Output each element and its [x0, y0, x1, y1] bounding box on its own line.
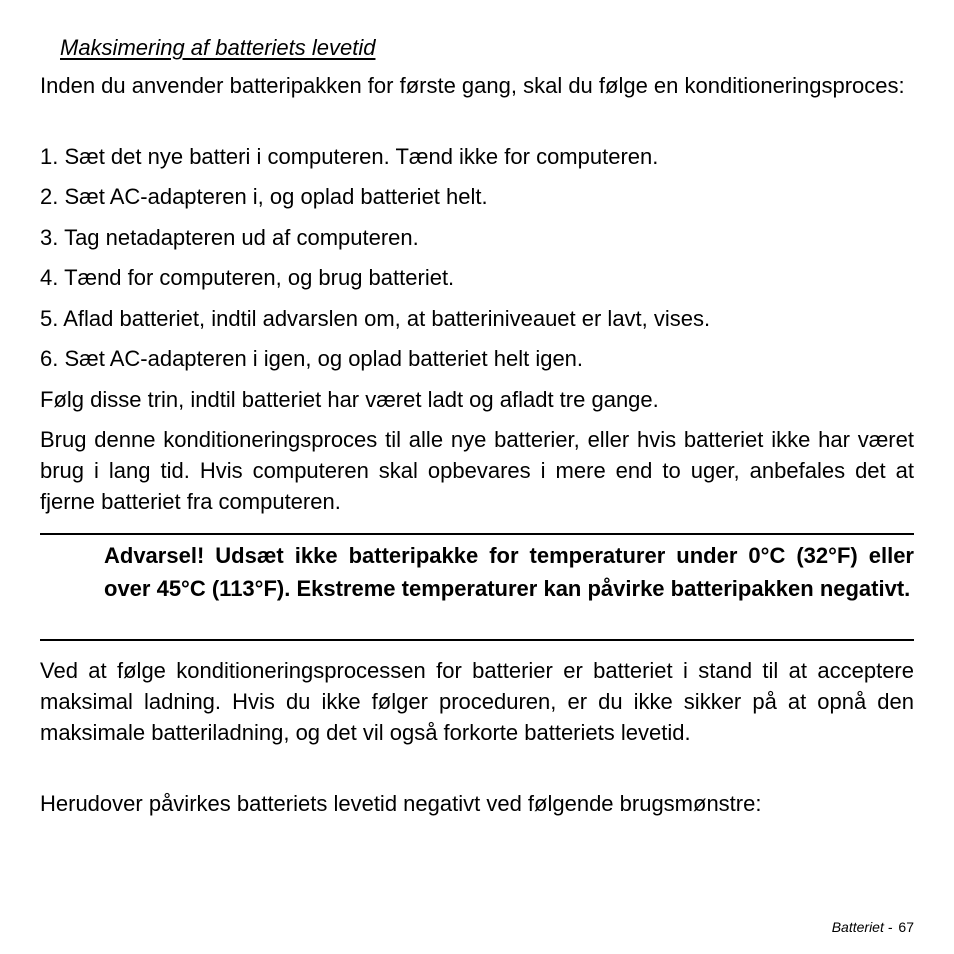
usage-note-paragraph: Brug denne konditioneringsproces til alle nye batterier, eller hvis batteriet ikke har været brug i lang tid. Hvis computeren skal opbevares i mere end to uger, anbefales det at fjerne batteriet fra computeren.: [40, 427, 914, 514]
warning-bottom-rule: [40, 639, 914, 641]
footer-section-label: Batteriet -: [831, 919, 893, 935]
warning-text: Advarsel! Udsæt ikke batteripakke for temperaturer under 0°C (32°F) eller over 45°C (113°F). Ekstreme temperaturer kan påvirke batteripakken negativt.: [104, 543, 914, 601]
list-item-step-4: 4. Tænd for computeren, og brug batteriet.: [40, 265, 455, 290]
repeat-note-paragraph: Følg disse trin, indtil batteriet har været ladt og afladt tre gange.: [40, 387, 659, 412]
page-footer: [832, 918, 914, 936]
usage-patterns-intro: Herudover påvirkes batteriets levetid negativt ved følgende brugsmønstre:: [40, 791, 762, 816]
list-item-step-2: 2. Sæt AC-adapteren i, og oplad batteriet helt.: [40, 184, 488, 209]
list-item-step-5: 5. Aflad batteriet, indtil advarslen om, at batteriniveauet er lavt, vises.: [40, 306, 711, 331]
list-item-step-6: 6. Sæt AC-adapteren i igen, og oplad batteriet helt igen.: [40, 346, 584, 371]
warning-top-rule: [40, 533, 914, 535]
benefit-paragraph: Ved at følge konditioneringsprocessen for batterier er batteriet i stand til at acceptere maksimal ladning. Hvis du ikke følger proceduren, er du ikke sikker på at opnå den maksimale batteriladning, og det vil også forkorte batteriets levetid.: [40, 658, 914, 745]
intro-paragraph: Inden du anvender batteripakken for første gang, skal du følge en konditioneringsproces:: [40, 73, 905, 98]
page-number: 67: [898, 919, 914, 935]
list-item-step-1: 1. Sæt det nye batteri i computeren. Tænd ikke for computeren.: [40, 144, 659, 169]
section-heading: Maksimering af batteriets levetid: [60, 35, 376, 60]
list-item-step-3: 3. Tag netadapteren ud af computeren.: [40, 225, 419, 250]
